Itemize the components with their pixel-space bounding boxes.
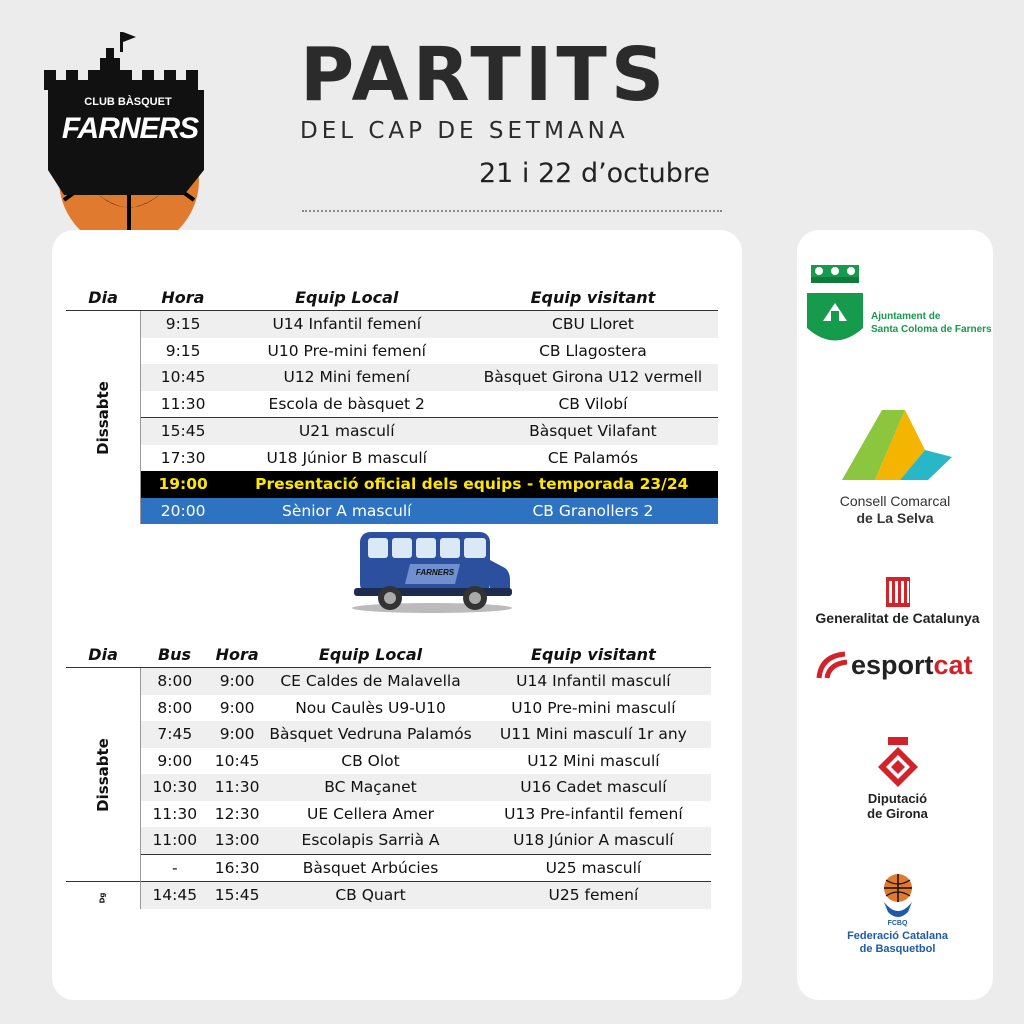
- diputacio-logo: [800, 735, 995, 825]
- diputacio-line1: Diputació: [867, 791, 928, 806]
- visitor-team-cell: U13 Pre-infantil femení: [504, 804, 683, 823]
- day-cell: [66, 668, 140, 882]
- visitor-team-cell: U10 Pre-mini masculí: [511, 698, 676, 717]
- local-team-cell: BC Maçanet: [265, 774, 475, 801]
- col-equip-visitant: Equip visitant: [476, 641, 711, 668]
- bus-time-cell: 10:30: [140, 774, 209, 801]
- col-dia: Dia: [66, 641, 140, 668]
- table-row: [66, 695, 711, 722]
- bus-time-cell: 8:00: [157, 698, 193, 717]
- table-row: [66, 668, 711, 695]
- ajuntament-line2: Santa Coloma de Farners: [871, 324, 992, 335]
- esportcat-wordmark: [851, 650, 973, 681]
- time-cell: 9:15: [165, 341, 201, 360]
- bus-time-cell: -: [140, 854, 209, 882]
- bus-time-cell: 7:45: [140, 721, 209, 748]
- local-team-cell: U14 Infantil femení: [226, 311, 468, 338]
- visitor-team-cell: CE Palamós: [547, 448, 639, 467]
- visitor-team-cell: U14 Infantil masculí: [476, 668, 711, 695]
- col-hora: Hora: [140, 284, 225, 311]
- time-cell: 10:45: [214, 751, 260, 770]
- club-logo-line2: FARNERS: [61, 112, 199, 145]
- home-table-header: [66, 284, 718, 311]
- fcbq-line2: de Basquetbol: [859, 943, 936, 955]
- bus-time-cell: 8:00: [140, 668, 209, 695]
- esportcat-part-b: cat: [933, 650, 973, 680]
- consell-line1: Consell Comarcal: [839, 493, 951, 509]
- presentation-row: [66, 471, 718, 498]
- time-cell: 11:30: [160, 394, 206, 413]
- local-team-cell: CB Olot: [341, 751, 400, 770]
- club-logo-line1: CLUB BÀSQUET: [84, 96, 172, 108]
- fcbq-line1: Federació Catalana: [847, 930, 948, 942]
- ajuntament-line1: Ajuntament de: [871, 311, 941, 322]
- visitor-team-cell: U25 femení: [476, 882, 711, 909]
- time-cell: 9:00: [209, 668, 265, 695]
- visitor-team-cell: U11 Mini masculí 1r any: [476, 721, 711, 748]
- visitor-team-cell: CBU Lloret: [468, 311, 718, 338]
- local-team-cell: UE Cellera Amer: [307, 804, 435, 823]
- table-row: [66, 774, 711, 801]
- local-team-cell: Escola de bàsquet 2: [268, 394, 425, 413]
- time-cell: 10:45: [140, 364, 225, 391]
- away-matches-table: [66, 641, 711, 909]
- table-row: [66, 748, 711, 775]
- bus-time-cell: 11:00: [140, 827, 209, 854]
- local-team-cell: Bàsquet Arbúcies: [265, 854, 475, 882]
- local-team-cell: CE Caldes de Malavella: [265, 668, 475, 695]
- time-cell: 19:00: [140, 471, 225, 498]
- table-row: [66, 445, 718, 472]
- visitor-team-cell: Bàsquet Vilafant: [468, 418, 718, 445]
- col-equip-local: Equip Local: [265, 641, 475, 668]
- time-cell: 13:00: [209, 827, 265, 854]
- ajuntament-logo: [805, 263, 995, 358]
- col-equip-visitant: Equip visitant: [468, 284, 718, 311]
- presentation-text: Presentació oficial dels equips - temporada 23/24: [226, 471, 718, 498]
- table-row: [66, 827, 711, 854]
- time-cell: 17:30: [160, 448, 206, 467]
- bus-time-cell: 11:30: [152, 804, 198, 823]
- diputacio-line2: de Girona: [867, 806, 928, 821]
- col-bus: Bus: [140, 641, 209, 668]
- visitor-team-cell: U12 Mini masculí: [527, 751, 660, 770]
- consell-comarcal-logo: [800, 405, 990, 530]
- day-cell: [66, 882, 140, 909]
- time-cell: 11:30: [209, 774, 265, 801]
- local-team-cell: CB Quart: [265, 882, 475, 909]
- local-team-cell: Nou Caulès U9-U10: [295, 698, 446, 717]
- local-team-cell: U21 masculí: [226, 418, 468, 445]
- day-label-saturday: Dissabte: [93, 737, 112, 812]
- table-row: [66, 882, 711, 909]
- time-cell: 16:30: [209, 854, 265, 882]
- local-team-cell: Escolapis Sarrià A: [265, 827, 475, 854]
- day-cell: [66, 311, 140, 525]
- table-row: [66, 364, 718, 391]
- visitor-team-cell: U16 Cadet masculí: [476, 774, 711, 801]
- home-matches-table: [66, 284, 718, 524]
- col-hora: Hora: [209, 641, 265, 668]
- bus-label: FARNERS: [415, 568, 455, 577]
- fcbq-code: FCBQ: [887, 920, 908, 927]
- local-team-cell: U12 Mini femení: [226, 364, 468, 391]
- time-cell: 20:00: [140, 498, 225, 525]
- time-cell: 15:45: [140, 418, 225, 445]
- senior-row: [66, 498, 718, 525]
- away-table-header: [66, 641, 711, 668]
- esportcat-part-a: esport: [851, 650, 934, 680]
- page-title: PARTITS: [300, 32, 669, 118]
- local-team-cell: U10 Pre-mini femení: [267, 341, 426, 360]
- day-label-sunday: Dg: [98, 892, 107, 904]
- col-equip-local: Equip Local: [226, 284, 468, 311]
- table-row: [66, 854, 711, 882]
- page-subtitle: DEL CAP DE SETMANA: [300, 118, 629, 144]
- time-cell: 15:45: [209, 882, 265, 909]
- time-cell: 9:00: [219, 698, 255, 717]
- visitor-team-cell: Bàsquet Girona U12 vermell: [468, 364, 718, 391]
- time-cell: 12:30: [214, 804, 260, 823]
- time-cell: 9:15: [140, 311, 225, 338]
- title-divider: [302, 210, 722, 212]
- table-row: [66, 391, 718, 418]
- table-row: [66, 721, 711, 748]
- table-row: [66, 311, 718, 338]
- club-logo: [44, 30, 214, 252]
- local-team-cell: Sènior A masculí: [226, 498, 468, 525]
- esportcat-logo: [815, 648, 990, 688]
- bus-illustration: [350, 528, 515, 618]
- visitor-team-cell: CB Vilobí: [558, 394, 628, 413]
- visitor-team-cell: CB Granollers 2: [468, 498, 718, 525]
- day-label-saturday: Dissabte: [93, 380, 112, 455]
- col-dia: Dia: [66, 284, 140, 311]
- bus-time-cell: 9:00: [157, 751, 193, 770]
- visitor-team-cell: U18 Júnior A masculí: [476, 827, 711, 854]
- table-row: [66, 801, 711, 828]
- table-row: [66, 418, 718, 445]
- generalitat-logo: [800, 575, 995, 630]
- table-row: [66, 338, 718, 365]
- generalitat-text: Generalitat de Catalunya: [815, 610, 980, 626]
- visitor-team-cell: CB Llagostera: [539, 341, 647, 360]
- local-team-cell: U18 Júnior B masculí: [266, 448, 427, 467]
- bus-time-cell: 14:45: [140, 882, 209, 909]
- consell-line2: de La Selva: [856, 510, 934, 526]
- local-team-cell: Bàsquet Vedruna Palamós: [265, 721, 475, 748]
- fcbq-logo: [800, 872, 995, 962]
- date-label: 21 i 22 d’octubre: [478, 158, 710, 189]
- visitor-team-cell: U25 masculí: [476, 854, 711, 882]
- time-cell: 9:00: [209, 721, 265, 748]
